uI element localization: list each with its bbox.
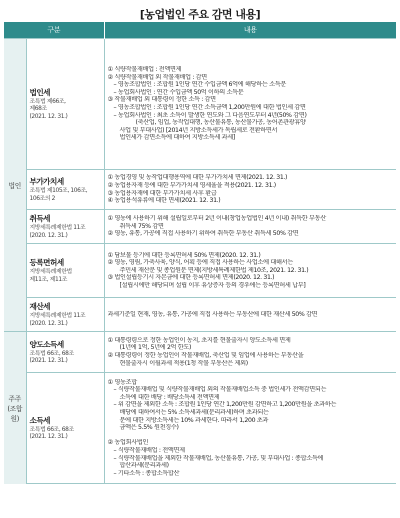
content-line: 배당에 대하여서는 5% 소득세과세(분리과세)하며 초과되는 xyxy=(119,409,269,417)
content-line: ① 영농에 사용하기 위해 설립일로부터 2년 이내(창업농업법인 4년 이내) 취득한 부동산 xyxy=(107,215,326,223)
content-line: 사업 및 부대사업) [2014년 지방소득세가 독립세로 전환하면서 xyxy=(119,126,278,134)
table-header-row xyxy=(4,22,396,39)
content-line: – 농업회사법인 : 연간 수입금액 50억 이하의 소득분 xyxy=(113,88,244,96)
law-reference: (2020. 12. 31.) xyxy=(29,320,68,327)
group-label-member-line2: (조합원) xyxy=(7,404,23,423)
tax-content-cell xyxy=(104,373,396,484)
document-title: [농업법인 주요 감면 내용] xyxy=(139,8,261,21)
content-line: ② 농업용자재 등에 대한 부가가치세 영세율을 적용(2021. 12. 31.) xyxy=(107,181,276,189)
tax-name-cell xyxy=(26,39,104,170)
content-line: [설립시에만 해당되며 설립 이후 유상증자 등의 경우에는 등록면허세 납부] xyxy=(119,281,306,289)
table-row xyxy=(4,332,396,373)
law-reference: 조특법 제66조, xyxy=(29,98,66,105)
content-line: ③ 작물재배업 외 대통령이 정한 소득 : 감면 xyxy=(107,96,216,104)
content-line: – 농업회사법인 : 최초 소득이 발생한 연도와 그 다음연도부터 4년(50% 감면) xyxy=(113,111,307,119)
law-reference: 조특법 제105조, 106조, xyxy=(29,188,88,194)
content-line: 현물출자시 이월과세 적용(1청 작물 부동산은 제외) xyxy=(119,359,248,367)
tax-name-cell xyxy=(26,332,104,373)
law-reference: 106조의 2 xyxy=(29,195,55,202)
content-line: ② 영농, 영림, 가축사육, 양식, 어획 등에 직접 사용하는 사업소에 대해서는 xyxy=(107,259,293,267)
tax-name: 등록면허세 xyxy=(29,258,64,267)
tax-content-cell xyxy=(104,244,396,298)
tax-name: 양도소득세 xyxy=(29,339,64,349)
tax-name-cell xyxy=(26,244,104,298)
tax-name: 법인세 xyxy=(29,87,51,97)
law-reference: (2021. 12. 31.) xyxy=(29,434,68,440)
content-line: – 기타소득 : 종합소득합산 xyxy=(113,469,180,477)
law-reference: (2021. 12. 31.) xyxy=(29,358,68,364)
table-row xyxy=(4,210,396,244)
content-line: ① 대통령령으로 정한 농업인이 농지, 초지를 현물출자시 양도소득세 면제 xyxy=(107,336,291,344)
tax-name: 소득세 xyxy=(29,415,51,425)
table-row xyxy=(4,170,396,210)
content-line: ③ 법인설립등기시 자본금에 대한 등록면허세 면제(2020. 12. 31.) xyxy=(107,274,275,282)
content-line: ① 식량작물재배업 : 전액면제 xyxy=(107,66,182,74)
content-line: (1년에 1억, 5년에 2억 한도) xyxy=(119,344,192,352)
content-line: 법인세가 감면소득에 대하여 지방소득세 과세] xyxy=(119,134,235,142)
table-row xyxy=(4,244,396,298)
tax-name: 재산세 xyxy=(29,302,51,311)
content-line: – 영농조합법인 : 조합원 1인당 연간 소득금액 1,200만원에 대한 법인세 감면 xyxy=(113,104,306,111)
content-line xyxy=(108,432,394,440)
tax-name-cell xyxy=(26,373,104,484)
law-reference: 조특법 66조, 68조 xyxy=(29,350,74,357)
content-line: 과세기준일 현재, 영농, 유통, 가공에 직접 사용하는 부동산에 대한 재산세 50% 감면 xyxy=(107,310,318,318)
header-content: 내용 xyxy=(104,22,396,39)
law-reference: 지방세특례제한법 xyxy=(29,269,72,275)
content-line: 주민세 재산분 및 종업원분 면제(지방세특례제한법 제10조, 2021. 12. 31.) xyxy=(119,266,309,274)
content-line: (축산업, 임업, 농작업대행, 농산물유통, 농산물가공, 농어촌관광휴양 xyxy=(135,119,306,127)
content-line: ① 농업경영 및 농작업대행용역에 대한 부가가치세 면제(2021. 12. 31.) xyxy=(107,174,288,182)
law-reference: 제68조 xyxy=(29,106,47,113)
tax-name: 부가가치세 xyxy=(29,177,64,186)
law-reference: 제11조, 제11조 xyxy=(29,276,67,283)
law-reference: (2021. 12. 31.) xyxy=(29,113,68,120)
content-line: ③ 농업용자재에 대한 부가가치세 사후 환급 xyxy=(107,189,217,197)
group-label-member xyxy=(4,332,26,484)
content-line: ② 식량작물재배업 외 작물재배업 : 감면 xyxy=(107,73,207,81)
tax-content-cell xyxy=(104,332,396,373)
content-line: – 식량작물재배업을 제외한 작물재배업, 농산물유통, 가공, 및 부대사업 : 종합소득에 xyxy=(113,454,324,462)
tax-name: 취득세 xyxy=(29,214,51,223)
content-line: 분에 대한 지방소득세는 10% 과세한다. 따라서 1,200 초과 xyxy=(119,416,269,424)
content-line: ① 담보물 등기에 대한 등록면허세 50% 면제(2020. 12. 31.) xyxy=(107,251,261,259)
law-reference: (2020. 12. 31.) xyxy=(29,232,68,239)
law-reference: 조특법 66조, 68조 xyxy=(29,426,74,433)
table-row xyxy=(4,298,396,332)
header-category: 구분 xyxy=(4,22,104,39)
tax-content-cell xyxy=(104,170,396,210)
table-row xyxy=(4,39,396,170)
content-line: 취득세 75% 감면 xyxy=(119,222,164,230)
tax-benefit-table xyxy=(4,22,396,484)
content-line: – 위 감면을 제외한 소득 : 조합원 1인당 연간 1,200만원 감면하고 1,200만원을 초과하는 xyxy=(113,401,337,409)
content-line: ① 영농조합 xyxy=(107,378,137,386)
law-reference: 지방세특례제한법 11조 xyxy=(29,313,86,319)
content-line: 소득에 대한 배당 : 배당소득세 전액면제 xyxy=(119,393,220,401)
group-label-member-line1: 주주 xyxy=(8,394,21,403)
content-line: – 식량작물재배업 및 식량작물재배업 외의 작물재배업소득 중 법인세가 전액감면되는 xyxy=(113,386,327,394)
content-line: – 영농조합법인 : 조합원 1인당 연간 수입금액 6억에 해당하는 소득분 xyxy=(113,81,287,89)
content-line: ② 농업회사법인 xyxy=(107,439,149,447)
law-reference: 지방세특례제한법 11조 xyxy=(29,225,86,231)
content-line: ④ 농업용석유류에 대한 면세(2021. 12. 31.) xyxy=(107,197,221,205)
tax-content-cell xyxy=(104,39,396,170)
tax-content-cell xyxy=(104,298,396,332)
tax-name-cell xyxy=(26,170,104,210)
table-row xyxy=(4,373,396,484)
content-line: – 식량작물재배업 : 전액면제 xyxy=(113,446,185,454)
tax-name-cell xyxy=(26,210,104,244)
content-line: 합산과세(분리과세) xyxy=(119,462,169,470)
content-line: ② 영농, 유통, 가공에 직접 사용하기 위하여 취득한 부동산 취득세 50% 감면 xyxy=(107,230,299,238)
content-line: 금액은 5.5% 원천징수) xyxy=(119,424,179,432)
tax-name-cell xyxy=(26,298,104,332)
tax-content-cell xyxy=(104,210,396,244)
content-line: ② 대통령령이 정한 농업인이 작물재배업, 축산업 및 임업에 사용하는 부동산을 xyxy=(107,352,304,359)
group-label-corp: 법인 xyxy=(4,39,26,332)
